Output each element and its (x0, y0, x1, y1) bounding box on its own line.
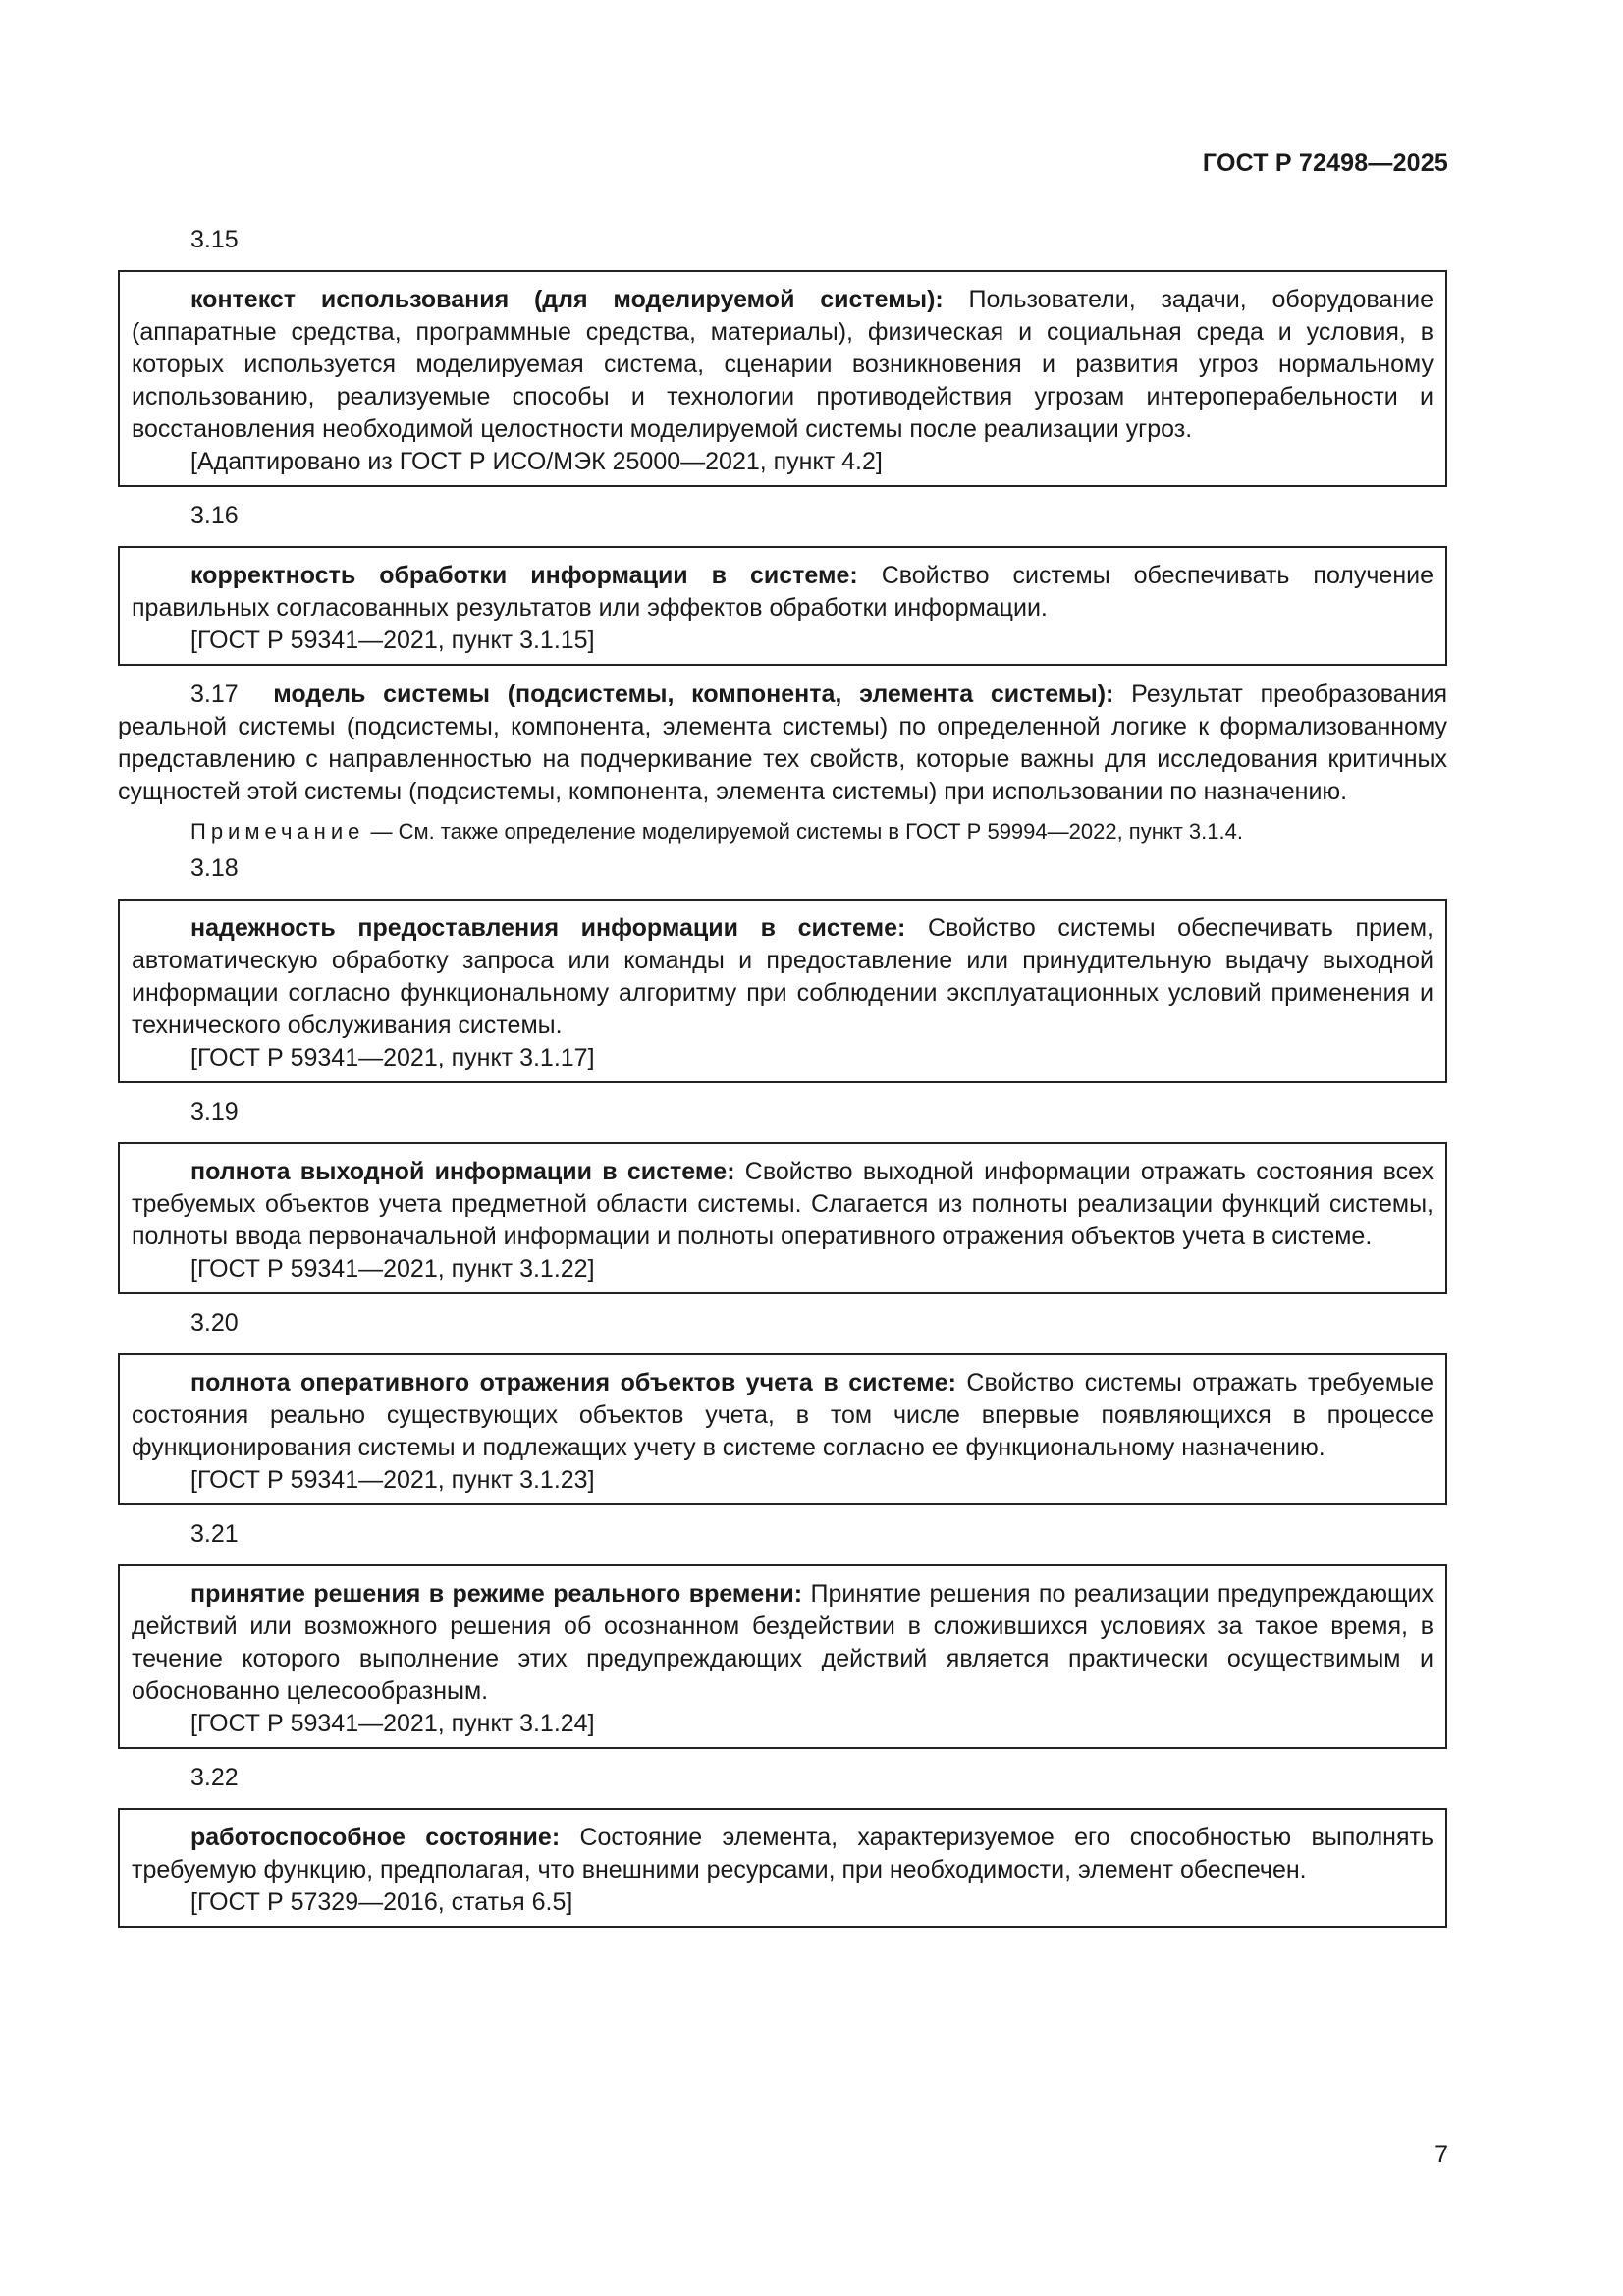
term-definition (132, 560, 1434, 625)
definition-text: Свойство выходной информации отражать состояния всех требуемых объектов учета предметной области системы. Слагается из полноты реализации функций системы, полноты ввода первоначальной информации и полноты оперативного отражения объектов учета в системе. (132, 1158, 1434, 1250)
term-name: надежность предоставления информации в системе: (190, 914, 906, 942)
term-box-3-20 (118, 1353, 1447, 1505)
entry-number: 3.15 (190, 226, 239, 253)
term-box-3-19 (118, 1142, 1447, 1294)
entry-number: 3.20 (190, 1309, 239, 1337)
term-source: [ГОСТ Р 59341—2021, пункт 3.1.23] (190, 1466, 595, 1494)
term-box-3-22 (118, 1808, 1447, 1928)
entry-number: 3.17 (190, 681, 239, 708)
definition-text: Свойство системы обеспечивать получение правильных согласованных результатов или эффектов обработки информации. (132, 562, 1434, 622)
definition-text: Свойство системы отражать требуемые состояния реально существующих объектов учета, в том числе впервые появляющихся в процессе функционирования системы и подлежащих учету в системе согласно ее функциональному назначению. (132, 1369, 1434, 1461)
term-source: [ГОСТ Р 59341—2021, пункт 3.1.17] (190, 1044, 595, 1071)
term-box-3-16 (118, 546, 1447, 666)
term-name: полнота выходной информации в системе: (190, 1158, 735, 1185)
term-entry-3-17 (118, 679, 1447, 808)
term-box-3-21 (118, 1564, 1447, 1749)
term-source: [Адаптировано из ГОСТ Р ИСО/МЭК 25000—2021, пункт 4.2] (190, 448, 883, 475)
term-definition (132, 284, 1434, 446)
entry-number: 3.19 (190, 1098, 239, 1125)
definition-text: Принятие решения по реализации предупреждающих действий или возможного решения об осознанном бездействии в сложившихся условиях за такое время, в течение которого выполнение этих предупреждающих действий является практически осуществимым и обоснованно целесообразным. (132, 1580, 1434, 1705)
term-name: принятие решения в режиме реального времени: (190, 1580, 803, 1608)
term-definition (132, 1367, 1434, 1464)
term-definition (132, 1822, 1434, 1886)
entry-number: 3.16 (190, 502, 239, 529)
note-label: Примечание (190, 819, 365, 844)
entry-number: 3.22 (190, 1764, 239, 1791)
term-source: [ГОСТ Р 59341—2021, пункт 3.1.22] (190, 1255, 595, 1283)
entry-number: 3.21 (190, 1520, 239, 1548)
definition-text: Пользователи, задачи, оборудование (аппаратные средства, программные средства, материалы), физическая и социальная среда и условия, в которых используется моделируемая система, сценарии возникновения и развития угроз нормальному использованию, реализуемые способы и технологии противодействия угрозам интероперабельности и восстановления необходимой целостности моделируемой системы после реализации угроз. (132, 286, 1434, 443)
note-text: — См. также определение моделируемой системы в ГОСТ Р 59994—2022, пункт 3.1.4. (364, 819, 1243, 844)
term-name: полнота оперативного отражения объектов учета в системе: (190, 1369, 956, 1396)
term-source: [ГОСТ Р 57329—2016, статья 6.5] (190, 1888, 573, 1916)
term-definition (132, 912, 1434, 1042)
term-source: [ГОСТ Р 59341—2021, пункт 3.1.15] (190, 627, 595, 654)
term-name: контекст использования (для моделируемой системы): (190, 286, 944, 313)
entry-number: 3.18 (190, 854, 239, 882)
term-source: [ГОСТ Р 59341—2021, пункт 3.1.24] (190, 1710, 595, 1737)
note (118, 817, 1447, 847)
term-definition (132, 1578, 1434, 1708)
document-header: ГОСТ Р 72498—2025 (1202, 149, 1448, 177)
term-box-3-15 (118, 270, 1447, 487)
definition-text: Свойство системы обеспечивать прием, автоматическую обработку запроса или команды и предоставление или принудительную выдачу выходной информации согласно функциональному алгоритму при соблюдении эксплуатационных условий применения и технического обслуживания системы. (132, 914, 1434, 1039)
term-definition (132, 1156, 1434, 1253)
terms-content (118, 224, 1447, 1941)
term-name: корректность обработки информации в системе: (190, 562, 858, 589)
term-name: работоспособное состояние: (190, 1824, 561, 1851)
page-number: 7 (1434, 2141, 1448, 2168)
term-box-3-18 (118, 899, 1447, 1083)
term-name: модель системы (подсистемы, компонента, элемента системы): (273, 681, 1114, 708)
definition-text: Результат преобразования реальной системы (подсистемы, компонента, элемента системы) по определенной логике к формализованному представлению с направленностью на подчеркивание тех свойств, которые важны для исследования критичных сущностей этой системы (подсистемы, компонента, элемента системы) при использовании по назначению. (118, 681, 1447, 805)
definition-text: Состояние элемента, характеризуемое его способностью выполнять требуемую функцию, предполагая, что внешними ресурсами, при необходимости, элемент обеспечен. (132, 1824, 1434, 1884)
